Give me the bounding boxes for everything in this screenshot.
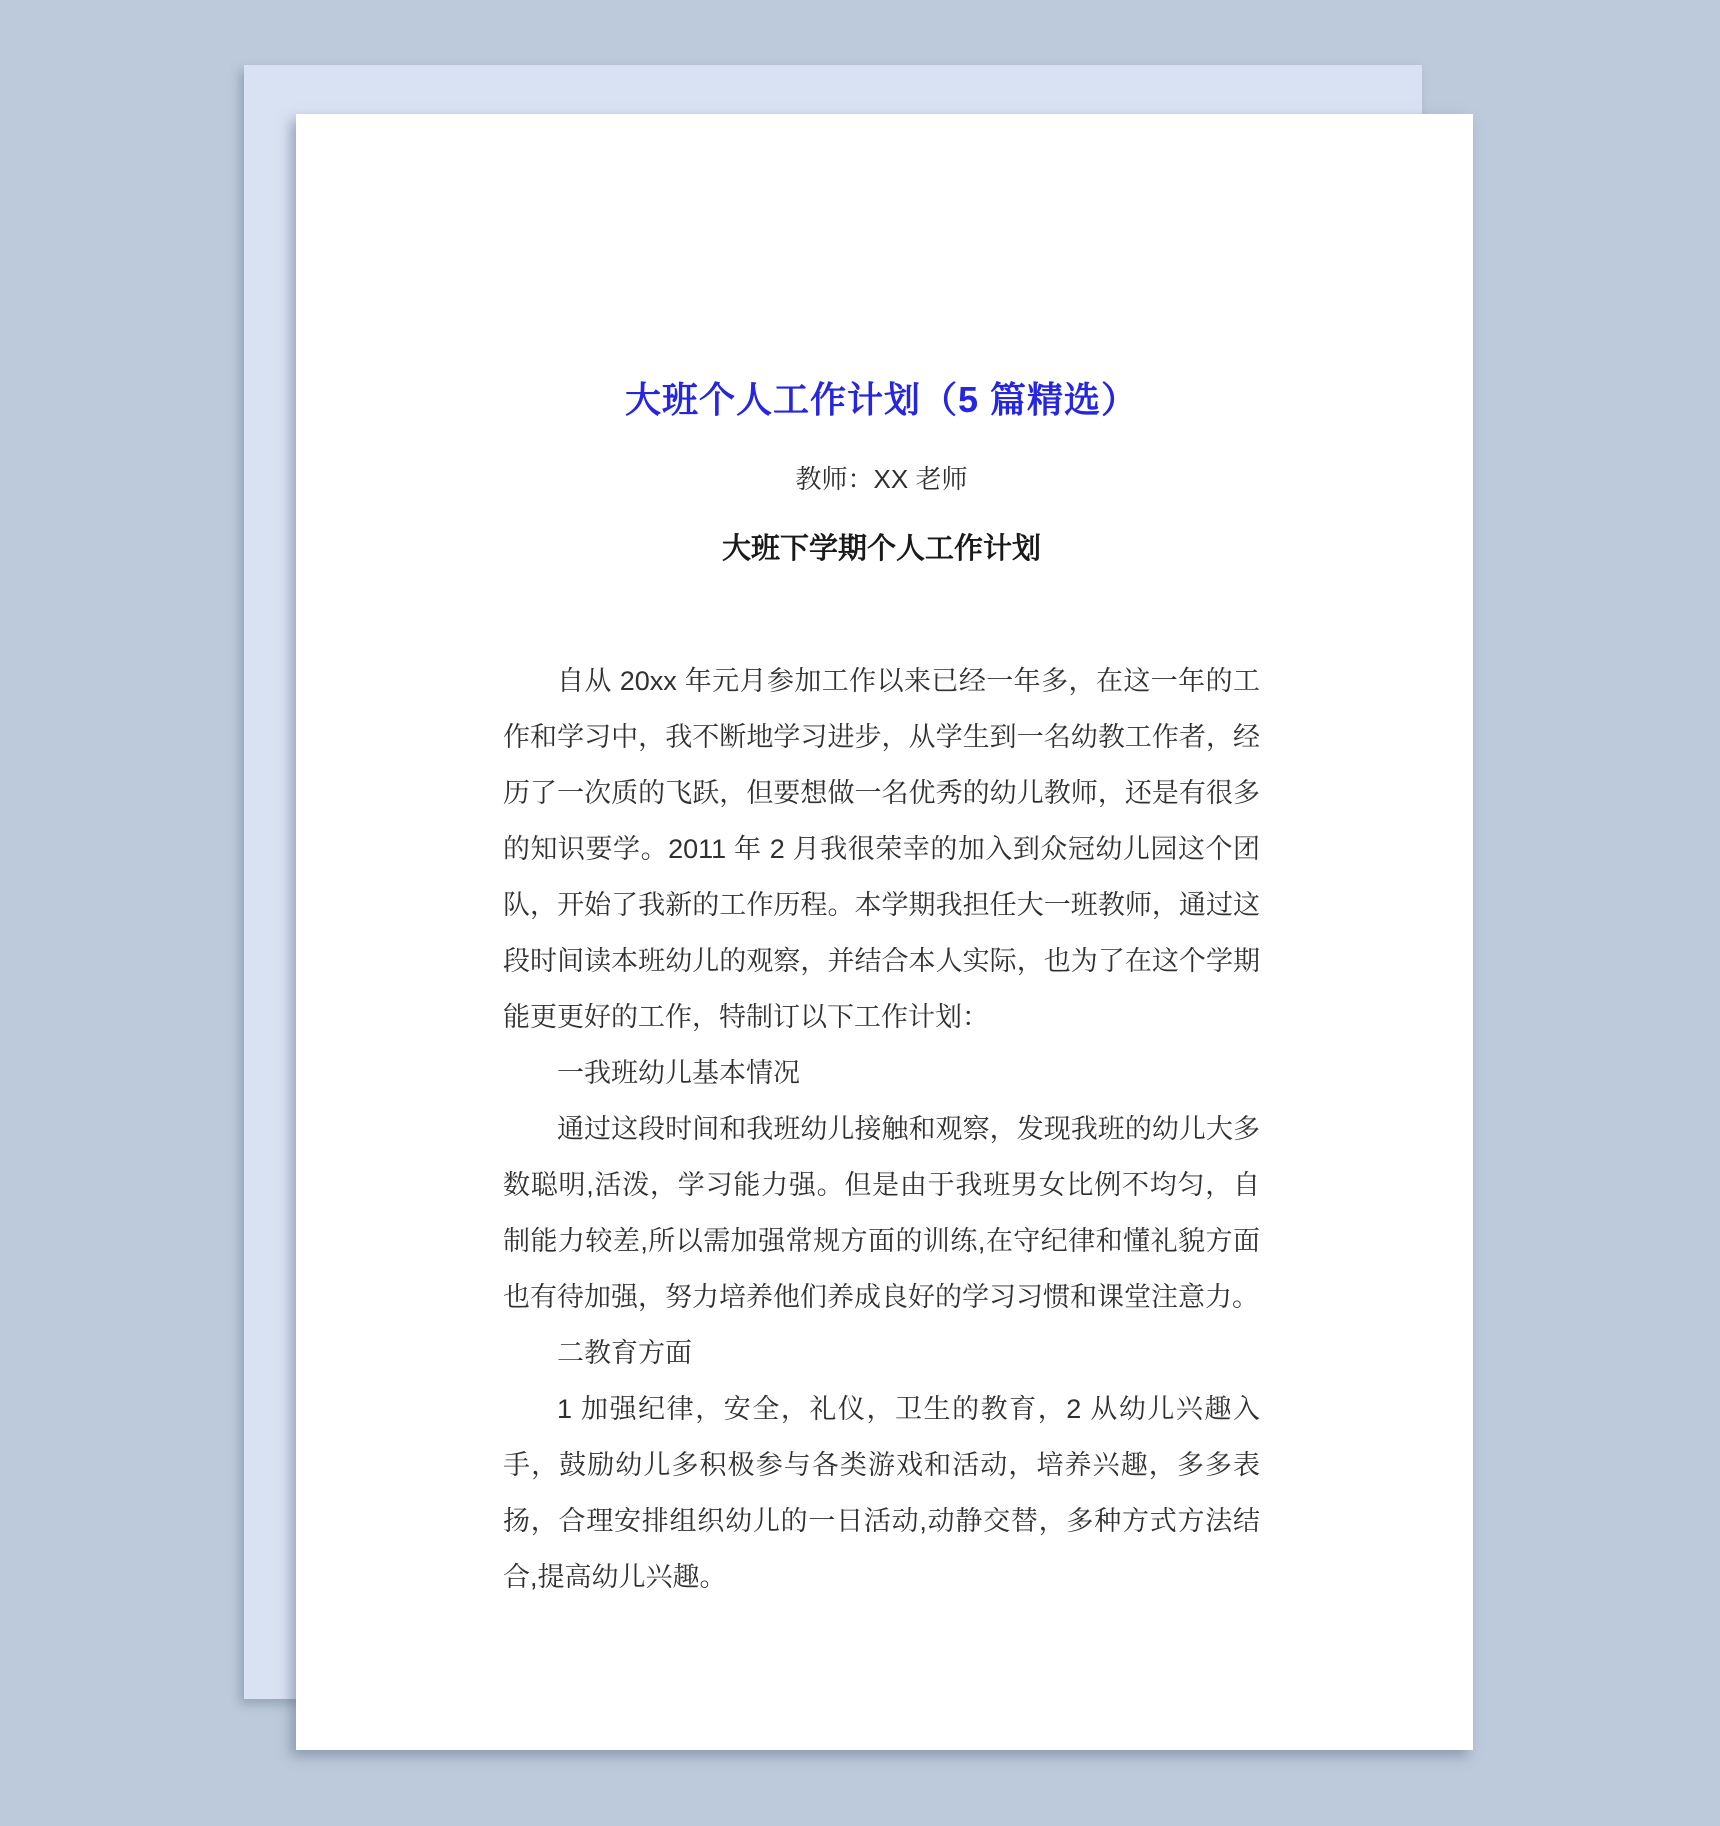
document-byline: 教师：XX 老师 bbox=[795, 464, 968, 494]
document-subtitle: 大班下学期个人工作计划 bbox=[721, 533, 1041, 565]
paragraph: 通过这段时间和我班幼儿接触和观察，发现我班的幼儿大多数聪明,活泼，学习能力强。但是由于我班男女比例不均匀，自制能力较差,所以需加强常规方面的训练,在守纪律和懂礼貌方面也有待加强，努力培养他们养成良好的学习习惯和课堂注意力。 bbox=[503, 1114, 1260, 1312]
paragraph: 自从 20xx 年元月参加工作以来已经一年多，在这一年的工作和学习中，我不断地学习进步，从学生到一名幼教工作者，经历了一次质的飞跃，但要想做一名优秀的幼儿教师，还是有很多的知识要学。2011 年 2 月我很荣幸的加入到众冠幼儿园这个团队，开始了我新的工作历程。本学期我担任大一班教师，通过这段时间读本班幼儿的观察，并结合本人实际，也为了在这个学期能更更好的工作，特制订以下工作计划： bbox=[503, 666, 1260, 1032]
paragraph: 二教育方面 bbox=[557, 1338, 692, 1368]
paragraph: 一我班幼儿基本情况 bbox=[557, 1058, 800, 1088]
document-page bbox=[296, 114, 1473, 1750]
document-title: 大班个人工作计划（5 篇精选） bbox=[624, 379, 1139, 420]
document-body bbox=[503, 653, 1260, 1605]
paragraph: 1 加强纪律，安全，礼仪，卫生的教育，2 从幼儿兴趣入手，鼓励幼儿多积极参与各类游戏和活动，培养兴趣，多多表扬，合理安排组织幼儿的一日活动,动静交替，多种方式方法结合,提高幼儿兴趣。 bbox=[503, 1394, 1260, 1592]
